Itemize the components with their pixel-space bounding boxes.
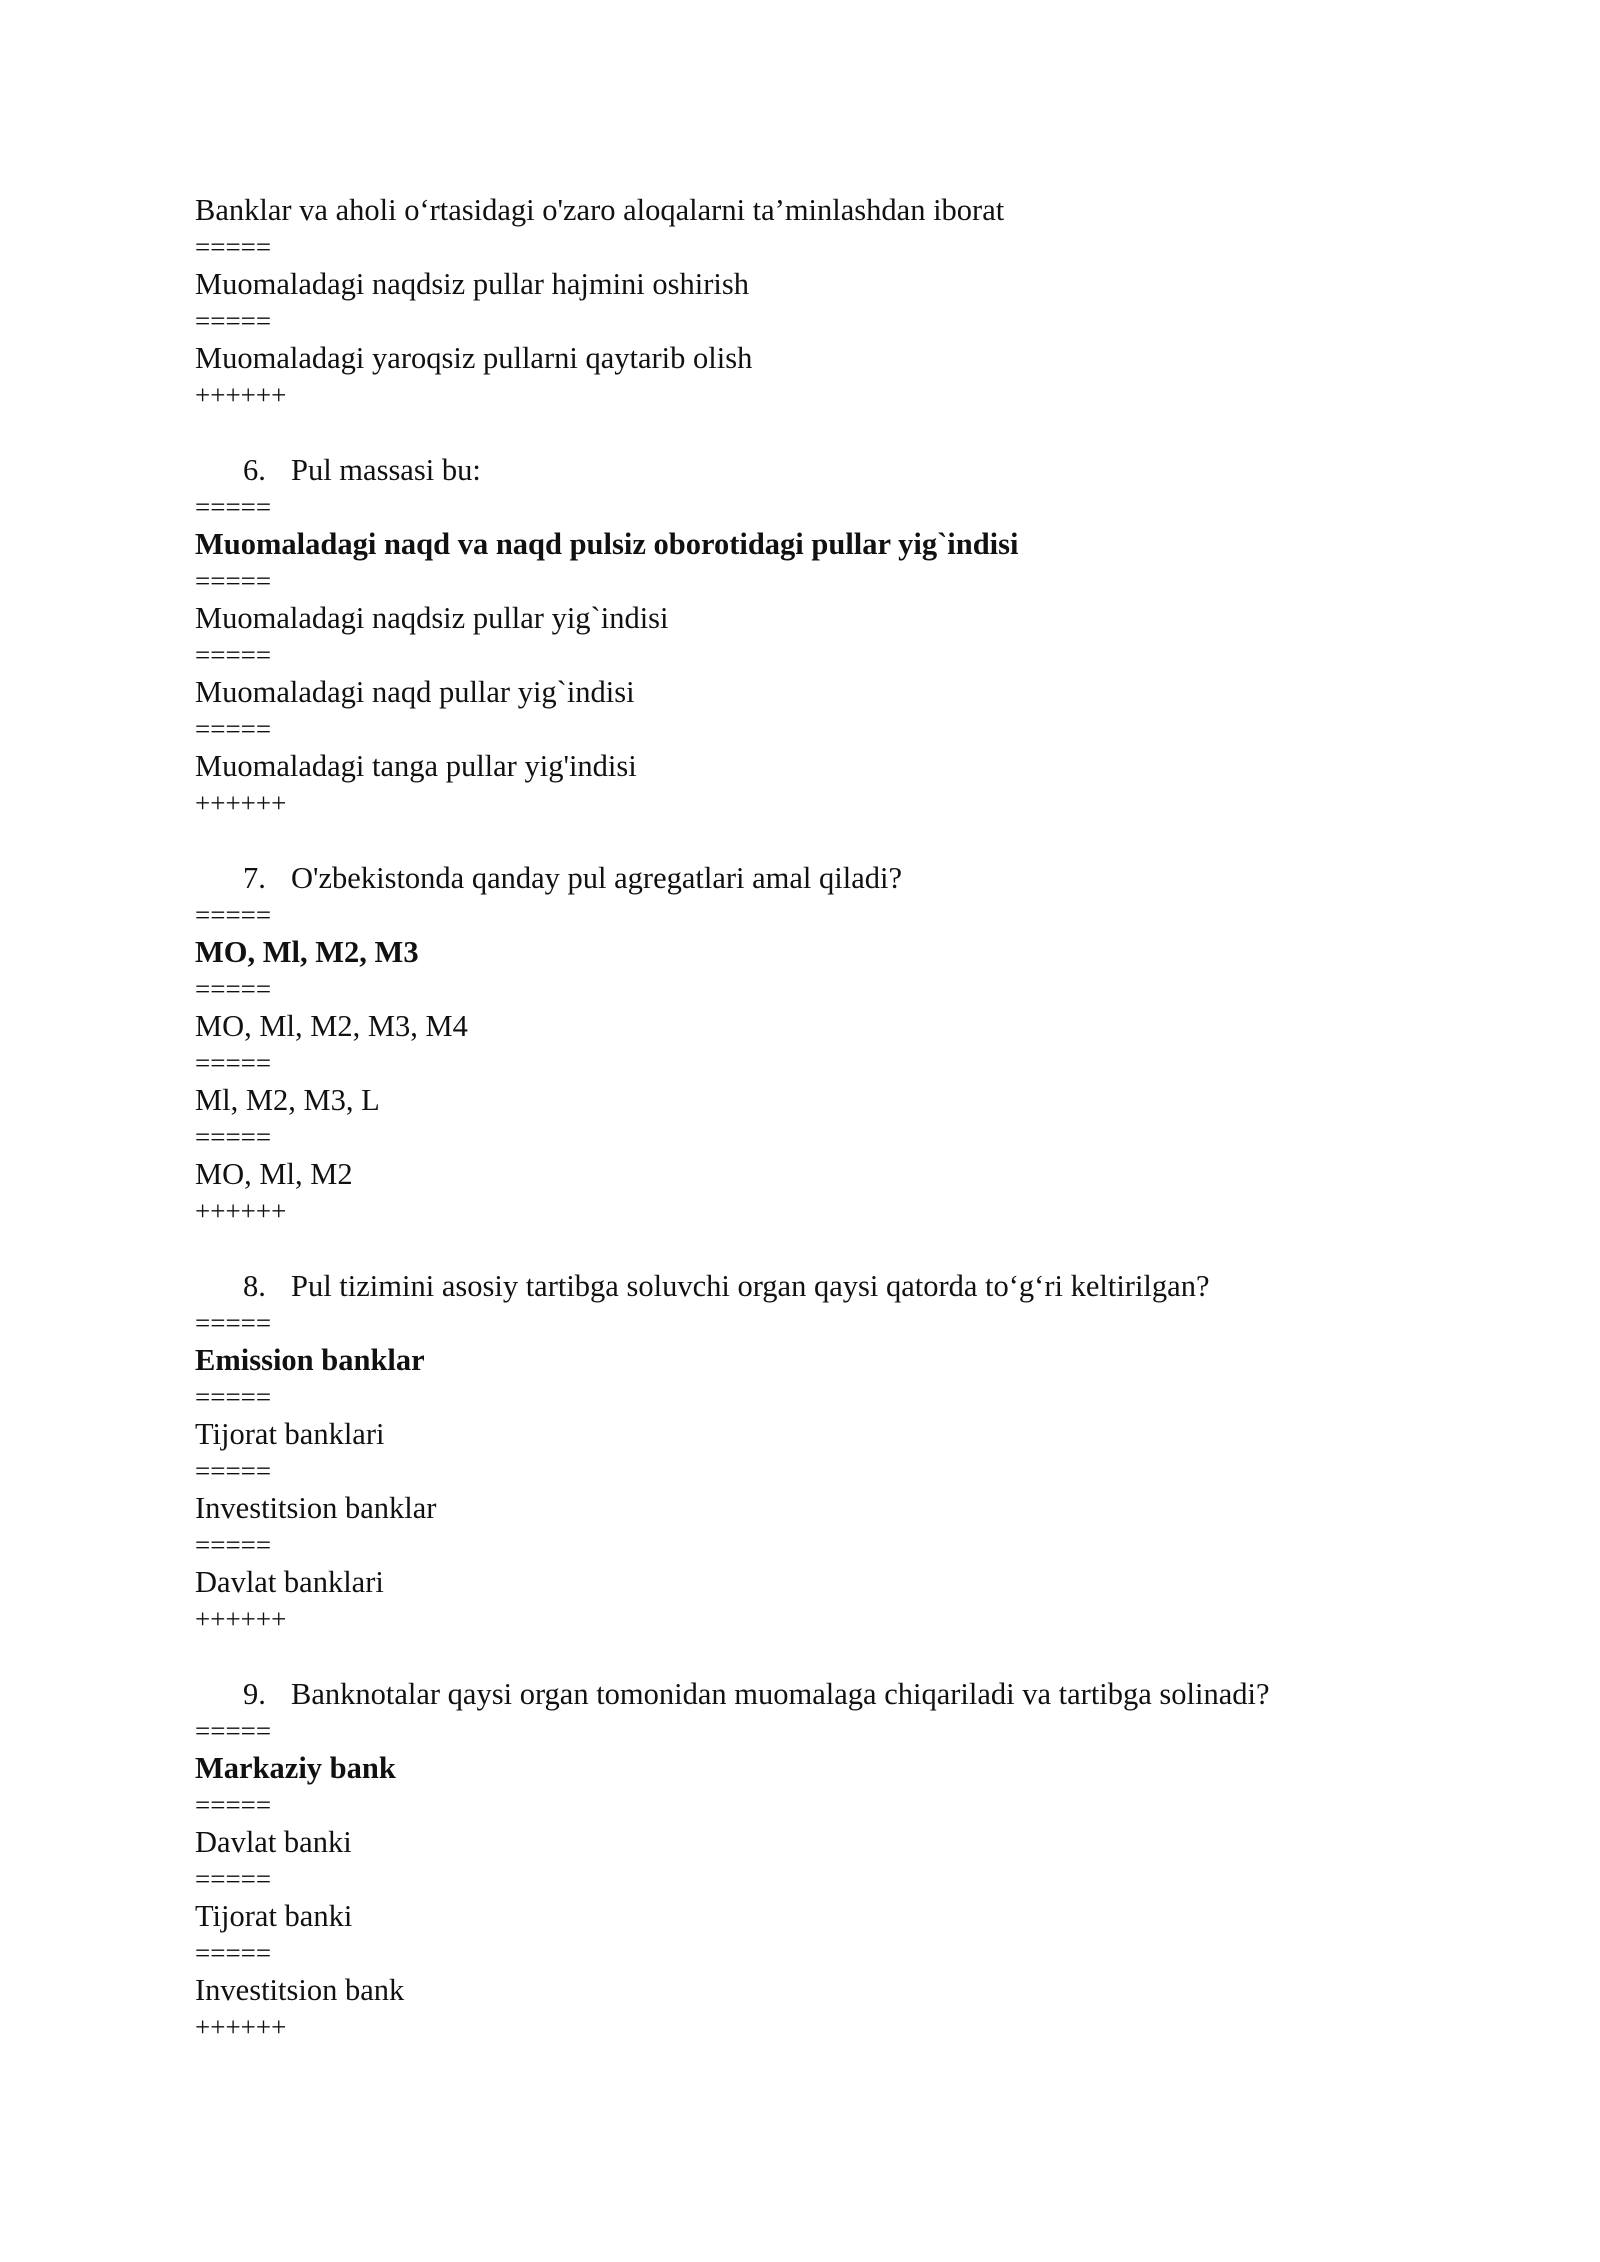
option-separator: =====: [195, 974, 272, 1004]
correct-answer: Muomaladagi naqd va naqd pulsiz oborotidagi pullar yig`indisi: [195, 527, 1019, 561]
option-separator: =====: [195, 1938, 272, 1968]
option-separator: =====: [195, 1308, 272, 1338]
question-end-marker: ++++++: [195, 2012, 287, 2042]
question-number: 9.: [243, 1677, 266, 1711]
question-end-marker: ++++++: [195, 788, 287, 818]
answer-option: MO, Ml, M2: [195, 1157, 353, 1191]
option-separator: =====: [195, 1864, 272, 1894]
answer-option: Davlat banki: [195, 1825, 352, 1859]
answer-option: Davlat banklari: [195, 1565, 384, 1599]
question-7: [195, 860, 1475, 897]
question-text: Pul massasi bu:: [291, 453, 481, 487]
question-text: Pul tizimini asosiy tartibga soluvchi organ qaysi qatorda to‘g‘ri keltirilgan?: [291, 1269, 1210, 1303]
answer-option: Tijorat banki: [195, 1899, 353, 1933]
question-text: Banknotalar qaysi organ tomonidan muomalaga chiqariladi va tartibga solinadi?: [291, 1677, 1270, 1711]
answer-option: Investitsion banklar: [195, 1491, 437, 1525]
option-separator: =====: [195, 1716, 272, 1746]
option-separator: =====: [195, 566, 272, 596]
answer-option: MO, Ml, M2, M3, M4: [195, 1009, 468, 1043]
answer-option: Muomaladagi naqdsiz pullar yig`indisi: [195, 601, 669, 635]
option-separator: =====: [195, 1122, 272, 1152]
option-separator: =====: [195, 232, 272, 262]
option-separator: =====: [195, 714, 272, 744]
question-9: [195, 1676, 1475, 1713]
correct-answer: Emission banklar: [195, 1343, 425, 1377]
question-end-marker: ++++++: [195, 380, 287, 410]
question-6: [195, 452, 1475, 489]
option-separator: =====: [195, 306, 272, 336]
question-number: 8.: [243, 1269, 266, 1303]
option-separator: =====: [195, 1048, 272, 1078]
answer-option: Investitsion bank: [195, 1973, 405, 2007]
correct-answer: Markaziy bank: [195, 1751, 396, 1785]
question-end-marker: ++++++: [195, 1604, 287, 1634]
option-separator: =====: [195, 1530, 272, 1560]
question-number: 6.: [243, 453, 266, 487]
spacer: [195, 1230, 1475, 1268]
question-end-marker: ++++++: [195, 1196, 287, 1226]
answer-option: Banklar va aholi o‘rtasidagi o'zaro aloqalarni ta’minlashdan iborat: [195, 193, 1005, 227]
option-separator: =====: [195, 900, 272, 930]
option-separator: =====: [195, 1790, 272, 1820]
answer-option: Muomaladagi naqd pullar yig`indisi: [195, 675, 635, 709]
document-page: [195, 192, 1475, 2046]
option-separator: =====: [195, 640, 272, 670]
spacer: [195, 1638, 1475, 1676]
spacer: [195, 414, 1475, 452]
question-text: O'zbekistonda qanday pul agregatlari amal qiladi?: [291, 861, 903, 895]
correct-answer: MO, Ml, M2, M3: [195, 935, 419, 969]
option-separator: =====: [195, 1382, 272, 1412]
spacer: [195, 822, 1475, 860]
option-separator: =====: [195, 492, 272, 522]
answer-option: Muomaladagi naqdsiz pullar hajmini oshirish: [195, 267, 749, 301]
answer-option: Ml, M2, M3, L: [195, 1083, 380, 1117]
answer-option: Muomaladagi yaroqsiz pullarni qaytarib olish: [195, 341, 753, 375]
question-8: [195, 1268, 1475, 1305]
answer-option: Muomaladagi tanga pullar yig'indisi: [195, 749, 637, 783]
question-number: 7.: [243, 861, 266, 895]
option-separator: =====: [195, 1456, 272, 1486]
answer-option: Tijorat banklari: [195, 1417, 385, 1451]
